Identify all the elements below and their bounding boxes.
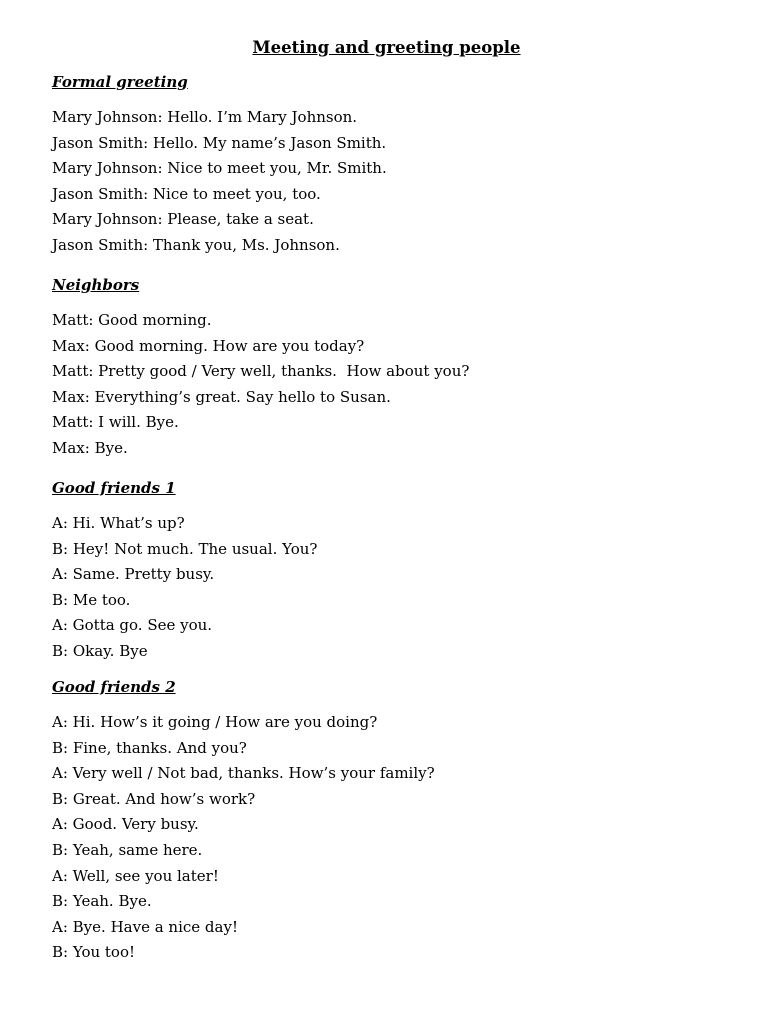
dialogue-line: Mary Johnson: Hello. I’m Mary Johnson.	[52, 108, 358, 126]
dialogue-line: Matt: Pretty good / Very well, thanks. How about you?	[52, 362, 470, 381]
dialogue-line: B: Fine, thanks. And you?	[52, 738, 247, 757]
dialogue-line: A: Hi. What’s up?	[52, 514, 185, 532]
dialogue-line: B: Okay. Bye	[52, 641, 148, 660]
dialogue-line: A: Good. Very busy.	[52, 815, 199, 834]
dialogue-line: Mary Johnson: Please, take a seat.	[52, 210, 314, 229]
section-neighbors	[52, 275, 742, 462]
dialogue-list	[52, 105, 742, 259]
dialogue-line: B: You too!	[52, 943, 136, 962]
dialogue-line: A: Gotta go. See you.	[52, 616, 213, 635]
dialogue-line: B: Me too.	[52, 590, 131, 609]
section-formal-greeting	[52, 72, 742, 259]
section-good-friends-1	[52, 478, 742, 665]
dialogue-list	[52, 511, 742, 665]
dialogue-line: Jason Smith: Thank you, Ms. Johnson.	[52, 235, 340, 254]
section-heading: Good friends 1	[52, 479, 176, 497]
section-good-friends-2	[52, 677, 742, 966]
section-heading: Neighbors	[52, 276, 140, 294]
dialogue-line: Mary Johnson: Nice to meet you, Mr. Smith.	[52, 159, 387, 178]
dialogue-line: Jason Smith: Nice to meet you, too.	[52, 184, 321, 203]
dialogue-list	[52, 710, 742, 966]
dialogue-line: A: Bye. Have a nice day!	[52, 917, 238, 936]
page-title: Meeting and greeting people	[252, 38, 521, 57]
dialogue-line: A: Same. Pretty busy.	[52, 565, 215, 584]
dialogue-line: B: Yeah, same here.	[52, 840, 203, 859]
section-heading: Formal greeting	[52, 73, 188, 91]
dialogue-line: A: Very well / Not bad, thanks. How’s your family?	[52, 764, 435, 783]
dialogue-line: Max: Everything’s great. Say hello to Susan.	[52, 387, 391, 406]
dialogue-line: A: Hi. How’s it going / How are you doing?	[52, 713, 378, 731]
dialogue-list	[52, 308, 742, 462]
dialogue-line: B: Yeah. Bye.	[52, 892, 152, 911]
dialogue-line: Matt: I will. Bye.	[52, 413, 179, 432]
dialogue-line: A: Well, see you later!	[52, 866, 219, 885]
section-heading: Good friends 2	[52, 678, 176, 696]
dialogue-line: Jason Smith: Hello. My name’s Jason Smith.	[52, 133, 387, 152]
dialogue-line: B: Hey! Not much. The usual. You?	[52, 539, 318, 558]
dialogue-line: B: Great. And how’s work?	[52, 789, 256, 808]
dialogue-line: Max: Good morning. How are you today?	[52, 336, 365, 355]
dialogue-line: Max: Bye.	[52, 438, 128, 457]
dialogue-line: Matt: Good morning.	[52, 311, 212, 329]
